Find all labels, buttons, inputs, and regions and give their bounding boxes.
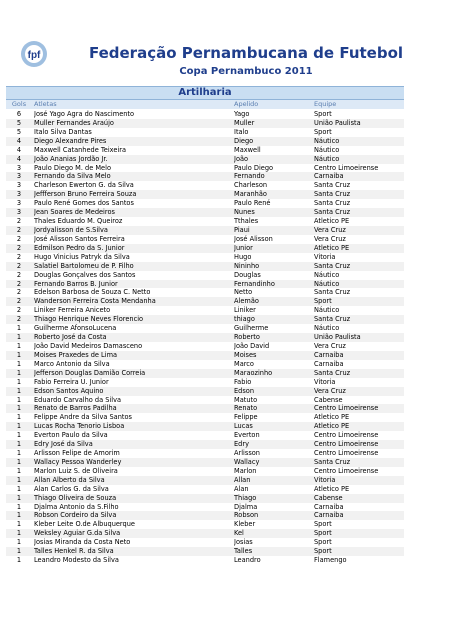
table-row — [6, 146, 404, 155]
cell-gols: 1 — [16, 386, 22, 395]
cell-gols: 2 — [16, 252, 22, 261]
table-row — [6, 547, 404, 556]
cell-gols: 4 — [16, 145, 22, 154]
table-row — [6, 128, 404, 137]
cell-equipe: Centro Limoeirense — [314, 466, 379, 475]
cell-equipe: Carnaiba — [314, 511, 344, 520]
cell-atleta: Maxwell Catanhede Teixeira — [34, 145, 126, 154]
cell-gols: 2 — [16, 288, 22, 297]
table-row — [6, 155, 404, 164]
table-row — [6, 529, 404, 538]
cell-gols: 1 — [16, 440, 22, 449]
cell-gols: 2 — [16, 243, 22, 252]
cell-gols: 1 — [16, 457, 22, 466]
cell-equipe: Sport — [314, 538, 332, 547]
cell-atleta: Fernando Barros B. Junior — [34, 279, 118, 288]
cell-equipe: Centro Limoeirense — [314, 449, 379, 458]
cell-atleta: Diego Alexandre Pires — [34, 136, 107, 145]
page-subtitle: Copa Pernambuco 2011 — [179, 66, 313, 77]
cell-equipe: Sport — [314, 529, 332, 538]
table-row — [6, 110, 404, 119]
cell-equipe: Santa Cruz — [314, 288, 351, 297]
cell-gols: 2 — [16, 279, 22, 288]
cell-apelido: Paulo René — [234, 199, 271, 208]
cell-equipe: União Paulista — [314, 118, 361, 127]
cell-gols: 3 — [16, 190, 22, 199]
cell-apelido: Liniker — [234, 306, 256, 315]
cell-gols: 4 — [16, 154, 22, 163]
table-row — [6, 297, 404, 306]
cell-apelido: Maraozinho — [234, 368, 273, 377]
cell-equipe: Santa Cruz — [314, 368, 351, 377]
cell-apelido: Alemão — [234, 297, 259, 306]
cell-equipe: Náutico — [314, 136, 340, 145]
cell-equipe: Vera Cruz — [314, 341, 346, 350]
table-row — [6, 413, 404, 422]
cell-atleta: Douglas Gonçalves dos Santos — [34, 270, 136, 279]
cell-apelido: Hugo — [234, 252, 252, 261]
col-apelido: Apelido — [234, 100, 259, 108]
table-row — [6, 360, 404, 369]
cell-gols: 6 — [16, 110, 22, 118]
cell-apelido: Matuto — [234, 395, 258, 404]
cell-atleta: Edmilson Pedro da S. Junior — [34, 243, 125, 252]
cell-equipe: Vitoria — [314, 377, 336, 386]
cell-gols: 4 — [16, 136, 22, 145]
cell-gols: 1 — [16, 422, 22, 431]
table-row — [6, 511, 404, 520]
table-row — [6, 288, 404, 297]
cell-equipe: Carnaiba — [314, 350, 344, 359]
cell-apelido: Marco — [234, 359, 254, 368]
table-row — [6, 244, 404, 253]
col-atletas: Atletas — [34, 100, 57, 108]
table-row — [6, 262, 404, 271]
cell-gols: 2 — [16, 270, 22, 279]
table-row — [6, 458, 404, 467]
cell-atleta: Edson Santos Aquino — [34, 386, 104, 395]
cell-apelido: Edry — [234, 440, 249, 449]
table-row — [6, 485, 404, 494]
cell-equipe: Vera Cruz — [314, 234, 346, 243]
cell-apelido: Lucas — [234, 422, 253, 431]
cell-atleta: Charleson Ewerton G. da Silva — [34, 181, 134, 190]
cell-apelido: Fabio — [234, 377, 252, 386]
cell-gols: 1 — [16, 395, 22, 404]
cell-equipe: Cabense — [314, 493, 343, 502]
table-row — [6, 520, 404, 529]
cell-gols: 1 — [16, 333, 22, 342]
cell-equipe: Atletico PE — [314, 217, 350, 226]
cell-atleta: Lucas Rocha Tenorio Lisboa — [34, 422, 125, 431]
cell-apelido: Felippe — [234, 413, 258, 422]
cell-equipe: Vitoria — [314, 475, 336, 484]
cell-apelido: Roberto — [234, 333, 260, 342]
cell-equipe: Carnaiba — [314, 502, 344, 511]
cell-atleta: Weksley Aguiar G.da Silva — [34, 529, 121, 538]
logo-text: fpf — [27, 50, 41, 61]
cell-atleta: José Alisson Santos Ferreira — [34, 234, 125, 243]
cell-gols: 2 — [16, 297, 22, 306]
cell-equipe: Santa Cruz — [314, 261, 351, 270]
cell-atleta: Eduardo Carvalho da Silva — [34, 395, 122, 404]
cell-equipe: Sport — [314, 110, 332, 118]
table-row — [6, 280, 404, 289]
table-row — [6, 351, 404, 360]
cell-atleta: Guilherme AfonsoLucena — [34, 324, 117, 333]
cell-equipe: Náutico — [314, 279, 340, 288]
table-row — [6, 119, 404, 128]
cell-apelido: Junior — [234, 243, 253, 252]
cell-atleta: Jordyalisson de S.Silva — [34, 225, 108, 234]
cell-gols: 5 — [16, 118, 22, 127]
cell-apelido: Kleber — [234, 520, 256, 529]
cell-atleta: Marlon Luiz S. de Oliveira — [34, 466, 118, 475]
table-row — [6, 271, 404, 280]
table-header — [6, 100, 404, 109]
cell-equipe: Centro Limoeirense — [314, 404, 379, 413]
cell-apelido: Maxwell — [234, 145, 261, 154]
table-row — [6, 190, 404, 199]
cell-gols: 1 — [16, 529, 22, 538]
cell-gols: 1 — [16, 449, 22, 458]
cell-atleta: Arlisson Felipe de Amorim — [34, 449, 120, 458]
cell-atleta: Marco Antonio da Silva — [34, 359, 110, 368]
table-row — [6, 226, 404, 235]
cell-atleta: Paulo René Gomes dos Santos — [34, 199, 134, 208]
table-row — [6, 431, 404, 440]
table-row — [6, 422, 404, 431]
cell-gols: 1 — [16, 341, 22, 350]
table-row — [6, 396, 404, 405]
table-row — [6, 387, 404, 396]
table-row — [6, 503, 404, 512]
cell-apelido: Nininho — [234, 261, 260, 270]
cell-atleta: Jeffferson Bruno Ferreira Souza — [34, 190, 137, 199]
cell-atleta: Hugo Vinicius Patryk da Silva — [34, 252, 130, 261]
cell-equipe: Sport — [314, 547, 332, 556]
cell-atleta: Allan Alberto da Silva — [34, 475, 105, 484]
cell-gols: 1 — [16, 556, 22, 565]
cell-equipe: Náutico — [314, 270, 340, 279]
cell-gols: 2 — [16, 234, 22, 243]
cell-apelido: Kel — [234, 529, 244, 538]
cell-atleta: Thales Eduardo M. Queiroz — [34, 217, 123, 226]
cell-apelido: João — [234, 154, 249, 163]
cell-gols: 3 — [16, 181, 22, 190]
table-row — [6, 217, 404, 226]
cell-apelido: Alan — [234, 484, 249, 493]
table-row — [6, 208, 404, 217]
cell-atleta: Wallacy Pessoa Wanderley — [34, 457, 122, 466]
cell-gols: 1 — [16, 324, 22, 333]
table-row — [6, 253, 404, 262]
cell-atleta: Wanderson Ferreira Costa Mendanha — [34, 297, 156, 306]
cell-atleta: Fernando da Silva Melo — [34, 172, 111, 181]
cell-atleta: Fabio Ferreira U. Junior — [34, 377, 109, 386]
cell-apelido: Everton — [234, 431, 260, 440]
cell-atleta: Roberto José da Costa — [34, 333, 107, 342]
cell-equipe: Santa Cruz — [314, 190, 351, 199]
cell-gols: 1 — [16, 511, 22, 520]
cell-atleta: João David Medeiros Damasceno — [34, 341, 143, 350]
cell-apelido: Netto — [234, 288, 253, 297]
cell-gols: 2 — [16, 225, 22, 234]
cell-equipe: Sport — [314, 520, 332, 529]
cell-apelido: Edson — [234, 386, 255, 395]
cell-gols: 1 — [16, 431, 22, 440]
cell-apelido: Thiago — [234, 493, 257, 502]
cell-atleta: Talles Henkel R. da Silva — [34, 547, 114, 556]
cell-apelido: Nunes — [234, 208, 255, 217]
cell-apelido: Moises — [234, 350, 257, 359]
cell-atleta: Muller Fernandes Araújo — [34, 118, 114, 127]
cell-gols: 1 — [16, 484, 22, 493]
cell-atleta: Jefferson Douglas Damião Correia — [34, 368, 146, 377]
table-row — [6, 404, 404, 413]
cell-gols: 1 — [16, 520, 22, 529]
cell-equipe: Centro Limoeirense — [314, 431, 379, 440]
table-row — [6, 538, 404, 547]
col-gols: Gols — [11, 100, 27, 108]
cell-apelido: Muller — [234, 118, 255, 127]
table-row — [6, 440, 404, 449]
cell-equipe: Atletico PE — [314, 484, 350, 493]
cell-apelido: Allan — [234, 475, 251, 484]
cell-apelido: Guilherme — [234, 324, 269, 333]
cell-gols: 1 — [16, 538, 22, 547]
cell-equipe: Santa Cruz — [314, 208, 351, 217]
cell-apelido: Wallacy — [234, 457, 260, 466]
cell-gols: 1 — [16, 502, 22, 511]
cell-apelido: Piaui — [234, 225, 250, 234]
cell-gols: 1 — [16, 404, 22, 413]
table-row — [6, 378, 404, 387]
cell-equipe: Náutico — [314, 306, 340, 315]
col-equipe: Equipe — [314, 100, 337, 108]
cell-gols: 2 — [16, 261, 22, 270]
cell-atleta: Felippe Andre da Silva Santos — [34, 413, 132, 422]
section-banner: Artilharia — [6, 86, 404, 100]
table-row — [6, 235, 404, 244]
cell-apelido: Josias — [234, 538, 253, 547]
cell-gols: 1 — [16, 350, 22, 359]
cell-atleta: Alan Carlos G. da Silva — [34, 484, 109, 493]
cell-equipe: Vera Cruz — [314, 386, 346, 395]
cell-apelido: José Alisson — [234, 234, 273, 243]
table-row — [6, 324, 404, 333]
table-row — [6, 199, 404, 208]
cell-apelido: Arlisson — [234, 449, 260, 458]
cell-atleta: Robson Cordeiro da Silva — [34, 511, 117, 520]
cell-equipe: Náutico — [314, 154, 340, 163]
page-title: Federação Pernambucana de Futebol — [88, 44, 404, 62]
cell-atleta: Paulo Diego M. de Melo — [34, 163, 111, 172]
cell-atleta: Thiago Oliveira de Souza — [34, 493, 117, 502]
cell-gols: 1 — [16, 466, 22, 475]
cell-gols: 1 — [16, 368, 22, 377]
cell-gols: 2 — [16, 315, 22, 324]
cell-gols: 5 — [16, 127, 22, 136]
cell-equipe: Carnaiba — [314, 172, 344, 181]
cell-atleta: Salatiel Bartolomeu de P. Filho — [34, 261, 134, 270]
cell-atleta: Edelson Barbosa de Souza C. Netto — [34, 288, 151, 297]
cell-atleta: Leandro Modesto da Silva — [34, 556, 119, 565]
cell-equipe: União Paulista — [314, 333, 361, 342]
table-row — [6, 369, 404, 378]
cell-equipe: Náutico — [314, 324, 340, 333]
cell-apelido: Marlon — [234, 466, 257, 475]
cell-equipe: Carnaiba — [314, 359, 344, 368]
cell-equipe: Atletico PE — [314, 422, 350, 431]
cell-atleta: Everton Paulo da Silva — [34, 431, 108, 440]
cell-gols: 2 — [16, 306, 22, 315]
cell-apelido: Fernandinho — [234, 279, 275, 288]
table-row — [6, 333, 404, 342]
cell-apelido: Renato — [234, 404, 258, 413]
cell-gols: 1 — [16, 359, 22, 368]
cell-apelido: thiago — [234, 315, 255, 324]
cell-atleta: Josias Miranda da Costa Neto — [34, 538, 131, 547]
cell-atleta: Edry José da Silva — [34, 440, 93, 449]
cell-apelido: Italo — [234, 127, 249, 136]
cell-equipe: Centro Limoeirense — [314, 440, 379, 449]
cell-apelido: João David — [234, 341, 270, 350]
cell-equipe: Atletico PE — [314, 243, 350, 252]
cell-equipe: Santa Cruz — [314, 181, 351, 190]
cell-atleta: Moises Praxedes de Lima — [34, 350, 118, 359]
cell-equipe: Sport — [314, 127, 332, 136]
cell-atleta: Liniker Ferreira Aniceto — [34, 306, 111, 315]
table-row — [6, 315, 404, 324]
cell-equipe: Santa Cruz — [314, 315, 351, 324]
cell-gols: 3 — [16, 163, 22, 172]
cell-apelido: Diego — [234, 136, 254, 145]
cell-apelido: Fernando — [234, 172, 265, 181]
table-row — [6, 181, 404, 190]
cell-atleta: João Ananias Jordão Jr. — [34, 154, 108, 163]
table-row — [6, 556, 404, 565]
cell-equipe: Centro Limoeirense — [314, 163, 379, 172]
cell-apelido: Tthales — [234, 217, 259, 226]
cell-apelido: Douglas — [234, 270, 261, 279]
table-row — [6, 164, 404, 173]
cell-equipe: Santa Cruz — [314, 457, 351, 466]
table-row — [6, 342, 404, 351]
cell-apelido: Talles — [234, 547, 253, 556]
cell-equipe: Cabense — [314, 395, 343, 404]
cell-atleta: Djalma Antonio da S.Filho — [34, 502, 119, 511]
cell-apelido: Paulo Diego — [234, 163, 274, 172]
table-row — [6, 137, 404, 146]
table-row — [6, 449, 404, 458]
cell-apelido: Yago — [234, 110, 250, 118]
cell-apelido: Charleson — [234, 181, 268, 190]
table-row — [6, 467, 404, 476]
cell-gols: 3 — [16, 172, 22, 181]
scorers-table — [6, 110, 404, 565]
cell-gols: 1 — [16, 475, 22, 484]
cell-apelido: Robson — [234, 511, 259, 520]
cell-gols: 1 — [16, 547, 22, 556]
cell-equipe: Atletico PE — [314, 413, 350, 422]
cell-atleta: Kleber Leite O.de Albuquerque — [34, 520, 135, 529]
cell-equipe: Vitoria — [314, 252, 336, 261]
cell-atleta: Jean Soares de Medeiros — [34, 208, 115, 217]
table-row — [6, 476, 404, 485]
table-row — [6, 494, 404, 503]
cell-gols: 3 — [16, 199, 22, 208]
cell-atleta: José Yago Agra do Nascimento — [34, 110, 135, 118]
cell-atleta: Thiago Henrique Neves Florencio — [34, 315, 144, 324]
cell-gols: 1 — [16, 493, 22, 502]
table-row — [6, 306, 404, 315]
cell-equipe: Náutico — [314, 145, 340, 154]
cell-gols: 1 — [16, 377, 22, 386]
cell-atleta: Renato de Barros Padilha — [34, 404, 117, 413]
cell-gols: 3 — [16, 208, 22, 217]
cell-equipe: Sport — [314, 297, 332, 306]
cell-apelido: Leandro — [234, 556, 261, 565]
cell-equipe: Vera Cruz — [314, 225, 346, 234]
cell-gols: 1 — [16, 413, 22, 422]
table-row — [6, 172, 404, 181]
cell-atleta: Italo Silva Dantas — [34, 127, 92, 136]
cell-equipe: Flamengo — [314, 556, 347, 565]
cell-gols: 2 — [16, 217, 22, 226]
cell-apelido: Djalma — [234, 502, 258, 511]
cell-equipe: Santa Cruz — [314, 199, 351, 208]
cell-apelido: Maranhão — [234, 190, 267, 199]
